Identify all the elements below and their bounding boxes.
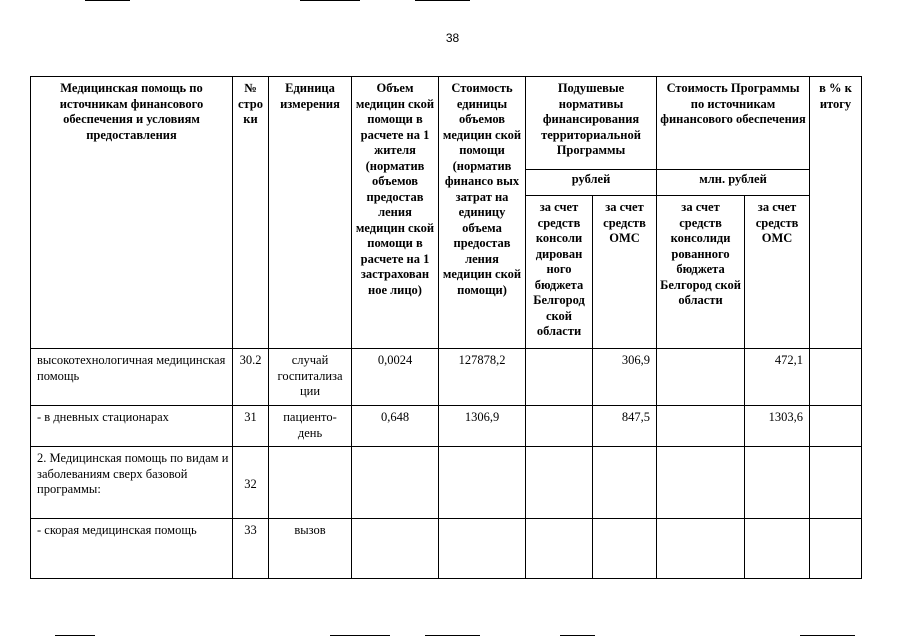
cell-percent <box>810 349 862 406</box>
cell-percent <box>810 406 862 447</box>
table-row <box>31 519 862 579</box>
cell-num: 32 <box>233 447 269 519</box>
header-per-capita-oms: за счет средств ОМС <box>593 196 657 349</box>
table-header <box>31 77 862 349</box>
bottom-edge-line-1 <box>55 635 95 636</box>
cell-volume <box>352 447 439 519</box>
cell-unit: пациенто-день <box>269 406 352 447</box>
cell-cost: 127878,2 <box>439 349 526 406</box>
header-unit: Единица измерения <box>269 77 352 349</box>
cell-total-oms <box>745 519 810 579</box>
header-per-capita: Подушевые нормативы финансирования территориальной Программы <box>526 77 657 170</box>
cell-name: - в дневных стационарах <box>31 406 233 447</box>
cell-percent <box>810 519 862 579</box>
cell-per-budget <box>526 406 593 447</box>
cell-per-oms <box>593 519 657 579</box>
cell-cost <box>439 519 526 579</box>
bottom-edge-line-2 <box>330 635 390 636</box>
financing-table <box>30 76 862 579</box>
cell-unit: случай госпитализа ции <box>269 349 352 406</box>
cell-name: 2. Медицинская помощь по видам и заболеваниям сверх базовой программы: <box>31 447 233 519</box>
cell-total-budget <box>657 447 745 519</box>
header-per-capita-budget: за счет средств консоли дирован ного бюджета Белгород ской области <box>526 196 593 349</box>
top-edge-line-2 <box>300 0 360 1</box>
cell-total-oms <box>745 447 810 519</box>
bottom-edge-line-4 <box>560 635 595 636</box>
header-unit-cost: Стоимость единицы объемов медицин ской помощи (норматив финансо вых затрат на единицу объема предостав ления медицин ской помощи) <box>439 77 526 349</box>
cell-total-budget <box>657 406 745 447</box>
header-total-oms: за счет средств ОМС <box>745 196 810 349</box>
cell-per-oms: 306,9 <box>593 349 657 406</box>
header-service: Медицинская помощь по источникам финансового обеспечения и условиям предоставления <box>31 77 233 349</box>
table-body <box>31 349 862 579</box>
header-units-rub: рублей <box>526 170 657 196</box>
header-total-budget: за счет средств консолиди рованного бюджета Белгород ской области <box>657 196 745 349</box>
top-edge-line-3 <box>415 0 470 1</box>
cell-num: 33 <box>233 519 269 579</box>
bottom-edge-line-3 <box>425 635 480 636</box>
cell-unit: вызов <box>269 519 352 579</box>
top-edge-line-1 <box>85 0 130 1</box>
cell-name: высокотехнологичная медицинская помощь <box>31 349 233 406</box>
cell-percent <box>810 447 862 519</box>
table-row <box>31 447 862 519</box>
page-number: 38 <box>445 31 460 45</box>
cell-name: - скорая медицинская помощь <box>31 519 233 579</box>
header-volume: Объем медицин ской помощи в расчете на 1 жителя (норматив объемов предостав ления медицин ской помощи в расчете на 1 застрахован ное лицо) <box>352 77 439 349</box>
cell-cost: 1306,9 <box>439 406 526 447</box>
cell-cost <box>439 447 526 519</box>
bottom-edge-line-5 <box>800 635 855 636</box>
cell-total-oms: 1303,6 <box>745 406 810 447</box>
table-row <box>31 406 862 447</box>
cell-per-budget <box>526 519 593 579</box>
header-row-number: № стро ки <box>233 77 269 349</box>
cell-unit <box>269 447 352 519</box>
cell-total-budget <box>657 519 745 579</box>
cell-per-oms: 847,5 <box>593 406 657 447</box>
header-units-mln: млн. рублей <box>657 170 810 196</box>
cell-volume: 0,0024 <box>352 349 439 406</box>
cell-volume <box>352 519 439 579</box>
cell-total-budget <box>657 349 745 406</box>
header-percent: в % к итогу <box>810 77 862 349</box>
header-program-cost: Стоимость Программы по источникам финансового обеспечения <box>657 77 810 170</box>
cell-volume: 0,648 <box>352 406 439 447</box>
cell-per-oms <box>593 447 657 519</box>
table-row <box>31 349 862 406</box>
cell-num: 31 <box>233 406 269 447</box>
cell-num: 30.2 <box>233 349 269 406</box>
cell-per-budget <box>526 349 593 406</box>
cell-per-budget <box>526 447 593 519</box>
cell-total-oms: 472,1 <box>745 349 810 406</box>
